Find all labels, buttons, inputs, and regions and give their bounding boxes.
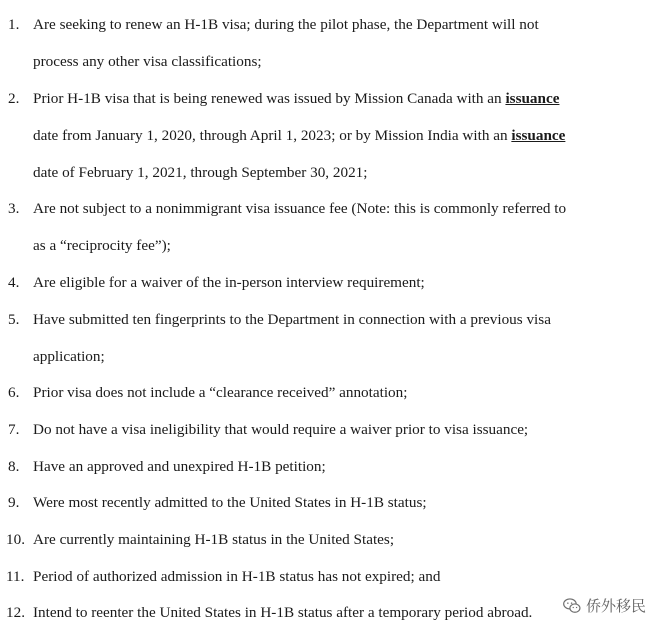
- item-text-line: date of February 1, 2021, through September 30, 2021;: [33, 164, 368, 181]
- watermark: [562, 595, 646, 616]
- item-number: 4.: [8, 274, 20, 291]
- item-text-line: [33, 80, 559, 117]
- item-number: 1.: [8, 16, 20, 33]
- item-text-line: Are eligible for a waiver of the in-person interview requirement;: [33, 274, 425, 291]
- item-number: 2.: [8, 90, 20, 107]
- item-number: 11.: [6, 568, 25, 585]
- item-number: 6.: [8, 384, 20, 401]
- item-number: 5.: [8, 311, 20, 328]
- item-text-line: Have an approved and unexpired H-1B petition;: [33, 458, 326, 475]
- item-text: date from January 1, 2020, through April 1, 2023; or by Mission India with an: [33, 127, 512, 144]
- item-text-line: Prior visa does not include a “clearance received” annotation;: [33, 384, 408, 401]
- item-text-line: [33, 117, 565, 154]
- item-number: 3.: [8, 200, 20, 217]
- item-number: 9.: [8, 494, 20, 511]
- item-text-line: process any other visa classifications;: [33, 53, 262, 70]
- watermark-text: 侨外移民: [585, 597, 646, 615]
- item-text-line: Do not have a visa ineligibility that would require a waiver prior to visa issuance;: [33, 421, 529, 438]
- item-text-line: Are currently maintaining H-1B status in the United States;: [33, 531, 395, 548]
- item-text-line: Have submitted ten fingerprints to the Department in connection with a previous visa: [33, 311, 551, 328]
- item-text-line: application;: [33, 348, 105, 365]
- item-text-line: Intend to reenter the United States in H-1B status after a temporary period abroad.: [33, 604, 533, 621]
- item-text-line: Were most recently admitted to the United States in H-1B status;: [33, 494, 427, 511]
- item-number: 10.: [6, 531, 25, 548]
- item-number: 12.: [6, 604, 25, 621]
- emphasized-term: issuance: [505, 90, 560, 107]
- wechat-icon: [562, 596, 582, 616]
- item-text-line: Are not subject to a nonimmigrant visa issuance fee (Note: this is commonly referred to: [33, 200, 567, 217]
- item-text-line: Are seeking to renew an H-1B visa; during the pilot phase, the Department will not: [33, 16, 539, 33]
- item-text-line: as a “reciprocity fee”);: [33, 237, 171, 254]
- item-number: 7.: [8, 421, 20, 438]
- item-number: 8.: [8, 458, 20, 475]
- item-text-line: Period of authorized admission in H-1B status has not expired; and: [33, 568, 441, 585]
- item-text: Prior H-1B visa that is being renewed was issued by Mission Canada with an: [33, 90, 506, 107]
- emphasized-term: issuance: [511, 127, 566, 144]
